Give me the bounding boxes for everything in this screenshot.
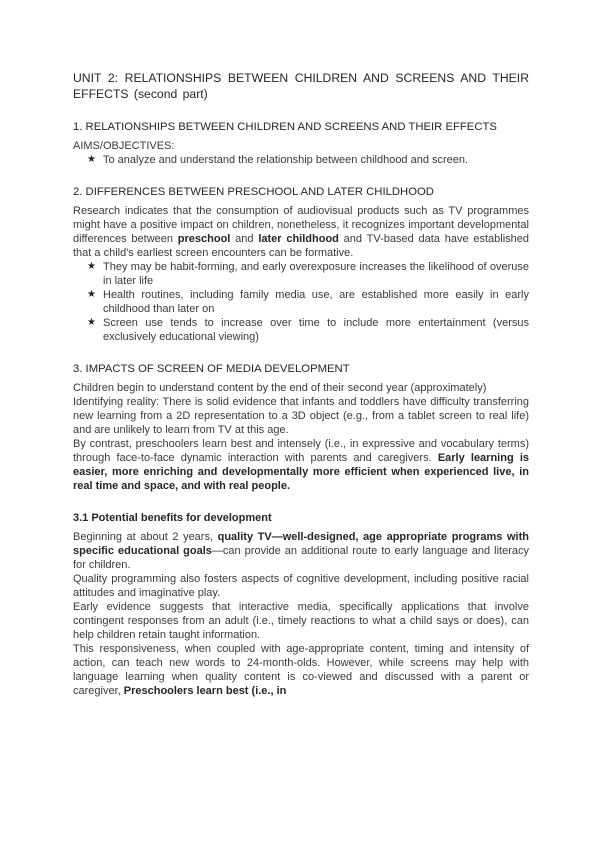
paragraph <box>73 437 529 493</box>
star-bullet-icon: ★ <box>87 317 96 328</box>
section-1-heading: 1. RELATIONSHIPS BETWEEN CHILDREN AND SCREENS AND THEIR EFFECTS <box>73 121 497 133</box>
section-3 <box>73 362 529 493</box>
section-1 <box>73 120 529 167</box>
section-3-heading: 3. IMPACTS OF SCREEN OF MEDIA DEVELOPMENT <box>73 363 350 375</box>
paragraph: Children begin to understand content by the end of their second year (approximately) <box>73 382 487 394</box>
list-item <box>87 288 529 316</box>
text: —can provide an additional route to early language and literacy for children. <box>73 545 529 571</box>
section-3-1-heading: 3.1 Potential benefits for development <box>73 512 272 524</box>
section-2-list <box>73 260 529 344</box>
section-2-paragraph <box>73 204 529 260</box>
text: and TV-based data have established that a child's earliest screen encounters can be formative. <box>73 233 530 259</box>
list-item <box>87 153 529 167</box>
star-bullet-icon: ★ <box>87 261 96 272</box>
text: This responsiveness, when coupled with age-appropriate content, timing and intensity of action, can teach new words to 24-month-olds. However, while screens may help with language learning when quality content is co-viewed and discussed with a parent or caregiver, <box>73 643 529 697</box>
bold-text: preschool <box>177 233 231 245</box>
text: By contrast, preschoolers learn best and intensely (i.e., in expressive and vocabulary terms) through face-to-face dynamic interaction with parents and caregivers. <box>73 438 529 464</box>
bold-text: Preschoolers learn best (i.e., in <box>123 685 287 697</box>
paragraph: Identifying reality: There is solid evidence that infants and toddlers have difficulty transferring new learning from a 2D representation to a 3D object (e.g., from a tablet screen to real life) and are unlikely to learn from TV at this age. <box>73 396 529 436</box>
paragraph: Early evidence suggests that interactive media, specifically applications that involve contingent responses from an adult (i.e., timely reactions to what a child says or does), can help children retain taught information. <box>73 601 529 641</box>
list-item-text: Health routines, including family media use, are established more easily in early childhood than later on <box>103 289 529 315</box>
paragraph <box>73 530 529 572</box>
list-item <box>87 260 529 288</box>
text: and <box>230 233 259 245</box>
section-2-heading: 2. DIFFERENCES BETWEEN PRESCHOOL AND LATER CHILDHOOD <box>73 186 434 198</box>
section-2 <box>73 185 529 344</box>
text: Beginning at about 2 years, <box>73 531 218 543</box>
paragraph: Quality programming also fosters aspects of cognitive development, including positive racial attitudes and imaginative play. <box>73 573 529 599</box>
aims-label: AIMS/OBJECTIVES: <box>73 140 175 152</box>
paragraph <box>73 642 529 698</box>
document-title: UNIT 2: RELATIONSHIPS BETWEEN CHILDREN AND SCREENS AND THEIR EFFECTS (second part) <box>73 71 529 101</box>
bold-text: quality TV—well-designed, age appropriate programs with specific educational goals <box>73 531 529 557</box>
list-item-text: Screen use tends to increase over time to include more entertainment (versus exclusively educational viewing) <box>103 317 529 343</box>
list-item-text: They may be habit-forming, and early overexposure increases the likelihood of overuse in later life <box>103 261 529 287</box>
star-bullet-icon: ★ <box>87 154 96 165</box>
list-item <box>87 316 529 344</box>
text: Research indicates that the consumption of audiovisual products such as TV programmes might have a positive impact on children, nonetheless, it recognizes important developmental differences between <box>73 205 529 245</box>
aims-list <box>73 153 529 167</box>
section-3-1 <box>73 511 529 698</box>
star-bullet-icon: ★ <box>87 289 96 300</box>
list-item-text: To analyze and understand the relationship between childhood and screen. <box>103 154 469 166</box>
bold-text: Early learning is easier, more enriching and developmentally more efficient when experienced live, in real time and space, and with real people. <box>73 452 530 492</box>
document-page <box>73 70 529 716</box>
bold-text: later childhood <box>258 233 339 245</box>
